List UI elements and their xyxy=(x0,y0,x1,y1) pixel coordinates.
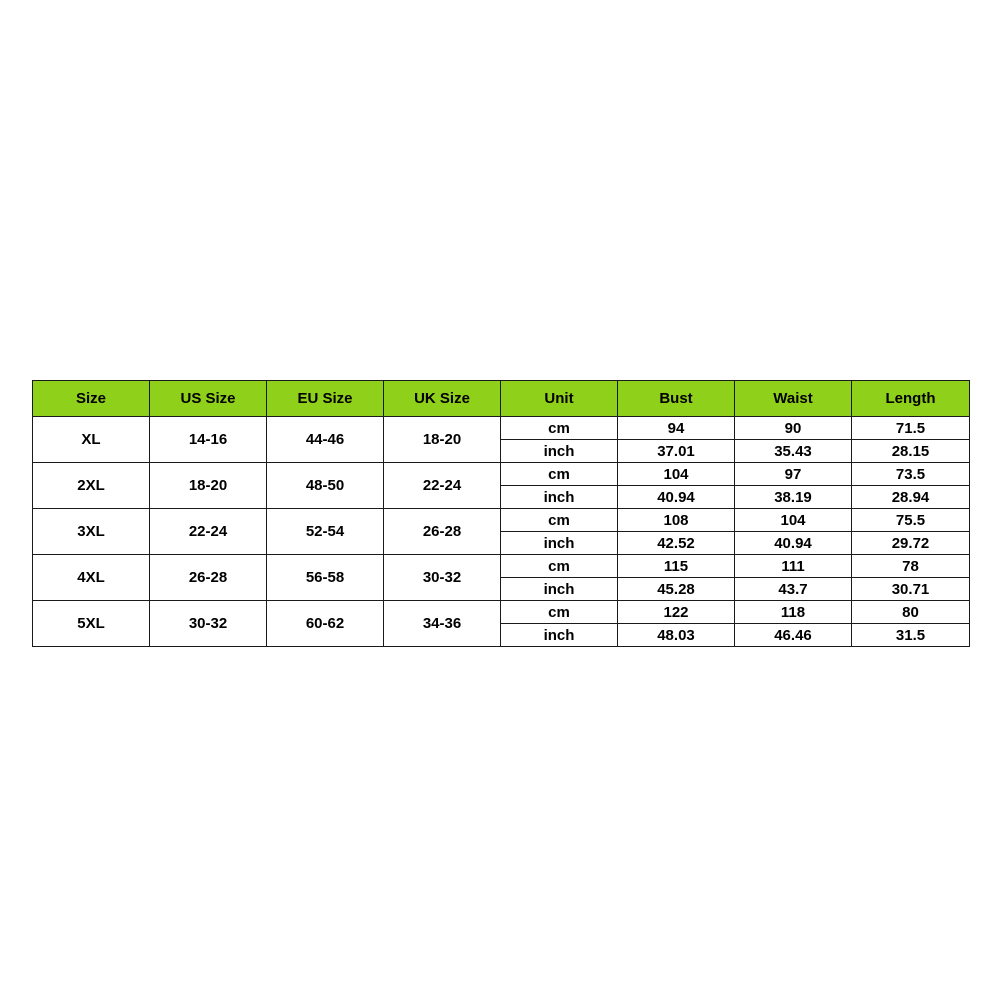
header-unit: Unit xyxy=(501,381,618,417)
eu-size-cell: 52-54 xyxy=(267,509,384,555)
unit-cell: cm xyxy=(501,417,618,440)
unit-cell: cm xyxy=(501,601,618,624)
unit-cell: inch xyxy=(501,578,618,601)
unit-cell: inch xyxy=(501,440,618,463)
length-cell: 28.15 xyxy=(852,440,970,463)
length-cell: 31.5 xyxy=(852,624,970,647)
length-cell: 28.94 xyxy=(852,486,970,509)
waist-cell: 111 xyxy=(735,555,852,578)
bust-cell: 40.94 xyxy=(618,486,735,509)
us-size-cell: 14-16 xyxy=(150,417,267,463)
table-header xyxy=(33,381,970,417)
unit-cell: cm xyxy=(501,509,618,532)
header-waist: Waist xyxy=(735,381,852,417)
header-uk-size: UK Size xyxy=(384,381,501,417)
us-size-cell: 22-24 xyxy=(150,509,267,555)
header-row xyxy=(33,381,970,417)
waist-cell: 90 xyxy=(735,417,852,440)
size-cell: 3XL xyxy=(33,509,150,555)
us-size-cell: 18-20 xyxy=(150,463,267,509)
length-cell: 29.72 xyxy=(852,532,970,555)
bust-cell: 104 xyxy=(618,463,735,486)
bust-cell: 115 xyxy=(618,555,735,578)
unit-cell: cm xyxy=(501,463,618,486)
size-cell: 2XL xyxy=(33,463,150,509)
header-eu-size: EU Size xyxy=(267,381,384,417)
table-row xyxy=(33,417,970,440)
length-cell: 75.5 xyxy=(852,509,970,532)
uk-size-cell: 18-20 xyxy=(384,417,501,463)
us-size-cell: 30-32 xyxy=(150,601,267,647)
table-body xyxy=(33,417,970,647)
uk-size-cell: 22-24 xyxy=(384,463,501,509)
eu-size-cell: 48-50 xyxy=(267,463,384,509)
waist-cell: 46.46 xyxy=(735,624,852,647)
header-bust: Bust xyxy=(618,381,735,417)
uk-size-cell: 30-32 xyxy=(384,555,501,601)
size-cell: 4XL xyxy=(33,555,150,601)
unit-cell: inch xyxy=(501,486,618,509)
eu-size-cell: 56-58 xyxy=(267,555,384,601)
length-cell: 80 xyxy=(852,601,970,624)
length-cell: 73.5 xyxy=(852,463,970,486)
waist-cell: 38.19 xyxy=(735,486,852,509)
waist-cell: 40.94 xyxy=(735,532,852,555)
uk-size-cell: 26-28 xyxy=(384,509,501,555)
table-row xyxy=(33,463,970,486)
us-size-cell: 26-28 xyxy=(150,555,267,601)
header-length: Length xyxy=(852,381,970,417)
unit-cell: inch xyxy=(501,624,618,647)
header-us-size: US Size xyxy=(150,381,267,417)
bust-cell: 94 xyxy=(618,417,735,440)
eu-size-cell: 60-62 xyxy=(267,601,384,647)
length-cell: 78 xyxy=(852,555,970,578)
table-row xyxy=(33,555,970,578)
waist-cell: 97 xyxy=(735,463,852,486)
bust-cell: 108 xyxy=(618,509,735,532)
waist-cell: 104 xyxy=(735,509,852,532)
bust-cell: 37.01 xyxy=(618,440,735,463)
unit-cell: inch xyxy=(501,532,618,555)
bust-cell: 42.52 xyxy=(618,532,735,555)
size-cell: 5XL xyxy=(33,601,150,647)
unit-cell: cm xyxy=(501,555,618,578)
waist-cell: 118 xyxy=(735,601,852,624)
size-chart-table xyxy=(32,380,970,647)
bust-cell: 45.28 xyxy=(618,578,735,601)
size-cell: XL xyxy=(33,417,150,463)
waist-cell: 43.7 xyxy=(735,578,852,601)
table-row xyxy=(33,509,970,532)
length-cell: 30.71 xyxy=(852,578,970,601)
bust-cell: 48.03 xyxy=(618,624,735,647)
header-size: Size xyxy=(33,381,150,417)
waist-cell: 35.43 xyxy=(735,440,852,463)
uk-size-cell: 34-36 xyxy=(384,601,501,647)
eu-size-cell: 44-46 xyxy=(267,417,384,463)
table-row xyxy=(33,601,970,624)
bust-cell: 122 xyxy=(618,601,735,624)
length-cell: 71.5 xyxy=(852,417,970,440)
